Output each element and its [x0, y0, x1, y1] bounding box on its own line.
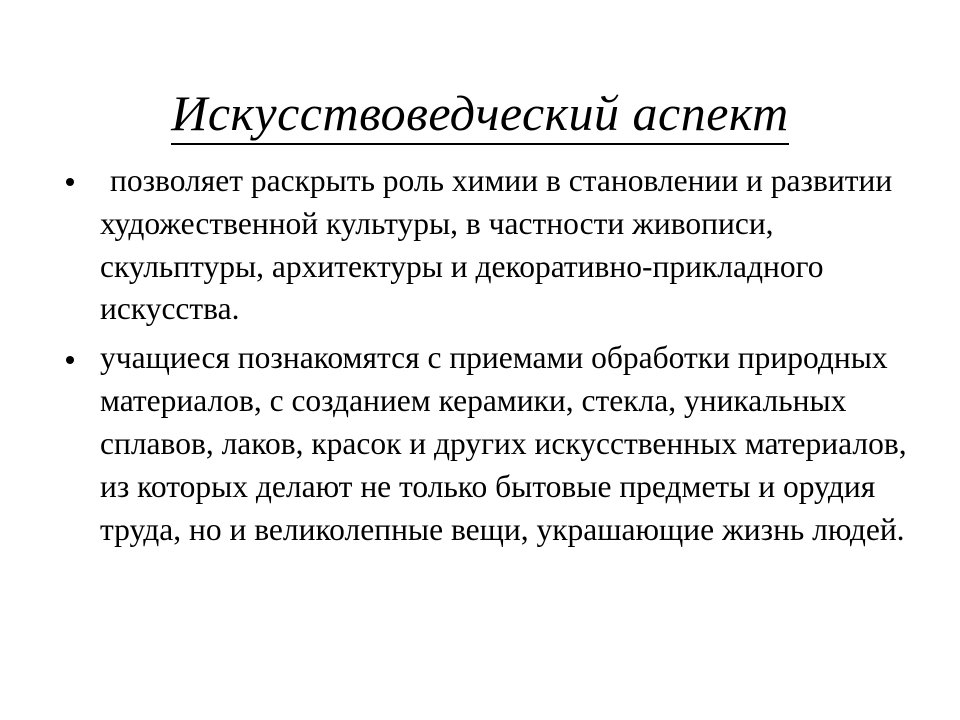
list-item [52, 337, 932, 551]
page-title [0, 86, 960, 141]
list-item [52, 160, 932, 331]
list-item-text: учащиеся познакомятся с приемами обработки природных материалов, с созданием керамики, стекла, уникальных сплавов, лаков, красок и других искусственных материалов, из которых делают не только бытовые предметы и орудия труда, но и великолепные вещи, украшающие жизнь людей. [100, 340, 907, 547]
bullet-list [52, 160, 932, 557]
bullet-dot-icon [66, 341, 76, 351]
list-item-text: позволяет раскрыть роль химии в становлении и развитии художественной культуры, в частности живописи, скульптуры, архитектуры и декоративно-прикладного искусства. [100, 163, 893, 327]
bullet-dot-icon [66, 164, 76, 174]
page-title-text: Искусствоведческий аспект [171, 85, 789, 145]
